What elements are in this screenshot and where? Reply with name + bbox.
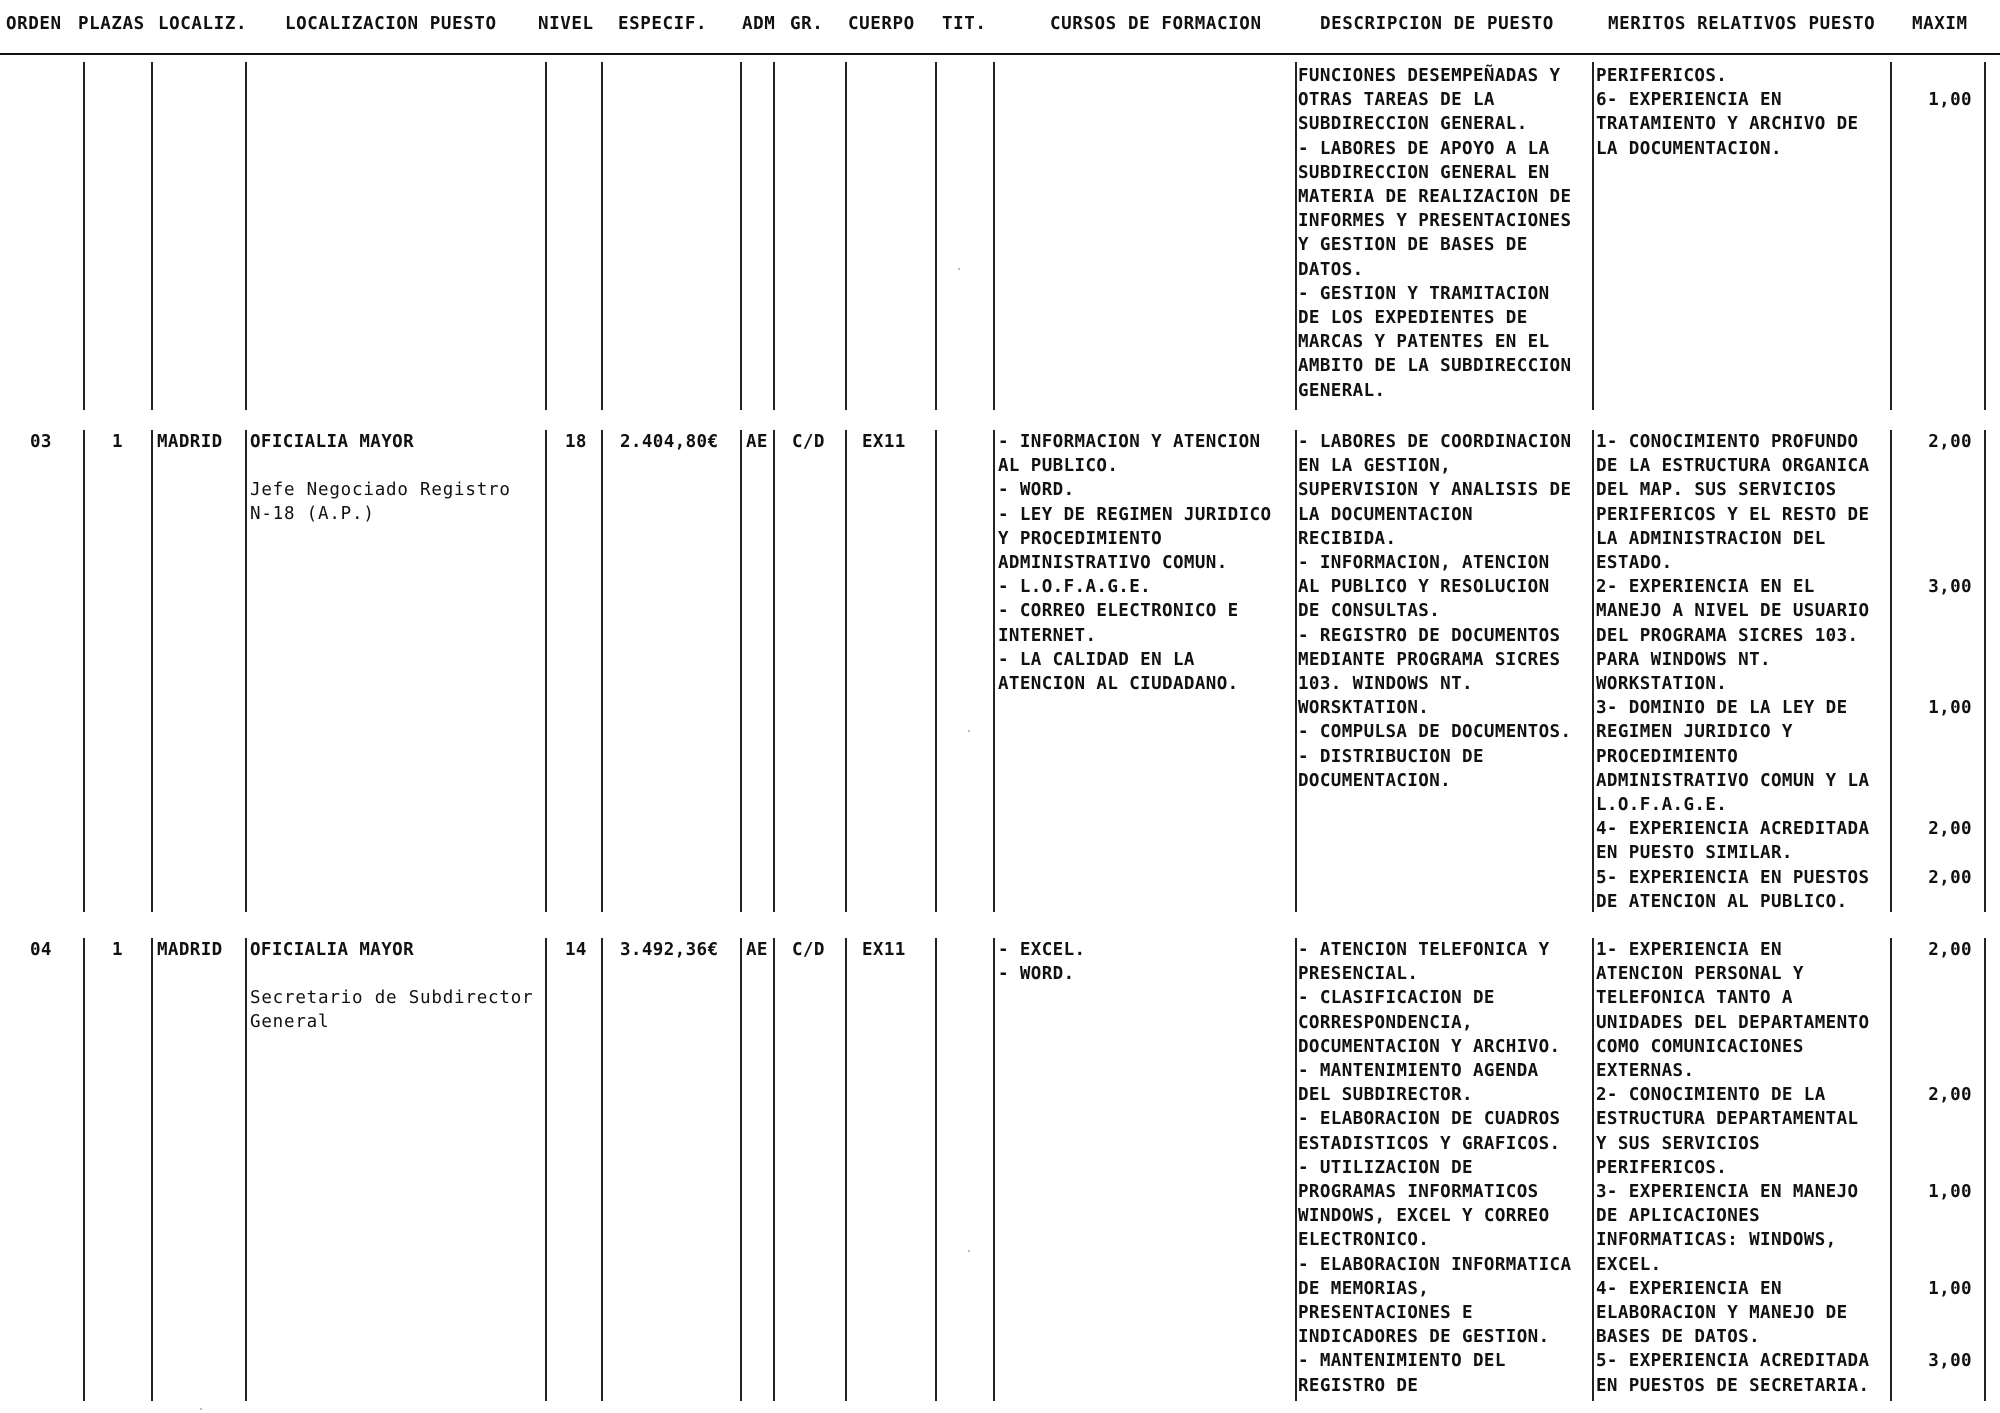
vline [845, 62, 847, 410]
column-header-localizacion-puesto: LOCALIZACION PUESTO [285, 14, 497, 34]
scan-speck [968, 730, 970, 732]
cuerpo-cell: EX11 [862, 432, 906, 452]
nivel-cell: 18 [565, 432, 587, 452]
vline [993, 62, 995, 410]
vline [1295, 430, 1297, 912]
descripcion-cell: - ATENCION TELEFONICA Y PRESENCIAL. - CLASIFICACION DE CORRESPONDENCIA, DOCUMENTACION Y ARCHIVO. - MANTENIMIENTO AGENDA DEL SUBDIRECTOR. - ELABORACION DE CUADROS ESTADISTICOS Y GRAFICOS. - UTILIZACION DE PROGRAMAS INFORMATICOS WINDOWS, EXCEL Y CORREO ELECTRONICO. - ELABORACION INFORMATICA DE MEMORIAS, PRESENTACIONES E INDICADORES DE GESTION. - MANTENIMIENTO DEL REGISTRO DE [1298, 940, 1572, 1396]
vline [245, 62, 247, 410]
vline [1984, 62, 1986, 410]
column-header-localiz: LOCALIZ. [158, 14, 248, 34]
vline [773, 938, 775, 1401]
column-header-orden: ORDEN [6, 14, 62, 34]
vline [545, 62, 547, 410]
vline [151, 938, 153, 1401]
vline [83, 938, 85, 1401]
maxim-cell: 1,00 [1928, 90, 1972, 111]
plazas-cell: 1 [112, 432, 123, 452]
meritos-cell: 1- EXPERIENCIA EN ATENCION PERSONAL Y TELEFONICA TANTO A UNIDADES DEL DEPARTAMENTO COMO COMUNICACIONES EXTERNAS. 2- CONOCIMIENTO DE LA ESTRUCTURA DEPARTAMENTAL Y SUS SERVICIOS PERIFERICOS. 3- EXPERIENCIA EN MANEJO DE APLICACIONES INFORMATICAS: WINDOWS, EXCEL. 4- EXPERIENCIA EN ELABORACION Y MANEJO DE BASES DE DATOS. 5- EXPERIENCIA ACREDITADA EN PUESTOS DE SECRETARIA. [1596, 940, 1870, 1396]
vline [1984, 938, 1986, 1401]
column-header-maxim: MAXIM [1912, 14, 1968, 34]
vline [773, 430, 775, 912]
column-header-meritos: MERITOS RELATIVOS PUESTO [1608, 14, 1876, 34]
vline [773, 62, 775, 410]
vline [601, 62, 603, 410]
vline [245, 430, 247, 912]
plazas-cell: 1 [112, 940, 123, 960]
vline [1295, 62, 1297, 410]
localiz-cell: MADRID [157, 940, 223, 960]
unidad-cell: OFICIALIA MAYOR [250, 432, 415, 452]
scan-speck [968, 1250, 970, 1252]
scan-speck [200, 1408, 202, 1410]
vline [1592, 430, 1594, 912]
vline [935, 62, 937, 410]
vline [545, 430, 547, 912]
column-header-nivel: NIVEL [538, 14, 594, 34]
descripcion-cell: - LABORES DE COORDINACION EN LA GESTION, SUPERVISION Y ANALISIS DE LA DOCUMENTACION RECIBIDA. - INFORMACION, ATENCION AL PUBLICO Y RESOLUCION DE CONSULTAS. - REGISTRO DE DOCUMENTOS MEDIANTE PROGRAMA SICRES 103. WINDOWS NT. WORSKTATION. - COMPULSA DE DOCUMENTOS. - DISTRIBUCION DE DOCUMENTACION. [1298, 432, 1572, 791]
vline [151, 430, 153, 912]
cuerpo-cell: EX11 [862, 940, 906, 960]
adm-cell: AE [746, 940, 768, 960]
puesto-cell: Jefe Negociado Registro N-18 (A.P.) [250, 480, 511, 525]
adm-cell: AE [746, 432, 768, 452]
column-header-descripcion: DESCRIPCION DE PUESTO [1320, 14, 1554, 34]
maxim-cell: 2,00 2,00 1,00 1,00 3,00 [1928, 940, 1972, 1372]
cursos-cell: - EXCEL. - WORD. [998, 940, 1086, 985]
cursos-cell: - INFORMACION Y ATENCION AL PUBLICO. - WORD. - LEY DE REGIMEN JURIDICO Y PROCEDIMIENTO ADMINISTRATIVO COMUN. - L.O.F.A.G.E. - CORREO ELECTRONICO E INTERNET. - LA CALIDAD EN LA ATENCION AL CIUDADANO. [998, 432, 1272, 695]
descripcion-cell: FUNCIONES DESEMPEÑADAS Y OTRAS TAREAS DE LA SUBDIRECCION GENERAL. - LABORES DE APOYO A LA SUBDIRECCION GENERAL EN MATERIA DE REALIZACION DE INFORMES Y PRESENTACIONES Y GESTION DE BASES DE DATOS. - GESTION Y TRAMITACION DE LOS EXPEDIENTES DE MARCAS Y PATENTES EN EL AMBITO DE LA SUBDIRECCION GENERAL. [1298, 66, 1572, 401]
vline [740, 938, 742, 1401]
vline [740, 62, 742, 410]
column-header-tit: TIT. [942, 14, 987, 34]
vline [1890, 62, 1892, 410]
vline [1984, 430, 1986, 912]
puesto-cell: Secretario de Subdirector General [250, 988, 534, 1033]
vline [935, 938, 937, 1401]
header-rule [0, 53, 2000, 55]
vline [83, 430, 85, 912]
vline [1592, 938, 1594, 1401]
column-header-plazas: PLAZAS [78, 14, 145, 34]
column-header-adm: ADM [742, 14, 776, 34]
vline [151, 62, 153, 410]
vline [845, 938, 847, 1401]
vline [83, 62, 85, 410]
scan-speck [958, 268, 960, 270]
vline [1592, 62, 1594, 410]
column-header-cursos: CURSOS DE FORMACION [1050, 14, 1262, 34]
vline [601, 430, 603, 912]
orden-cell: 04 [30, 940, 52, 960]
vline [993, 938, 995, 1401]
vline [545, 938, 547, 1401]
vline [993, 430, 995, 912]
especif-cell: 2.404,80€ [620, 432, 719, 452]
vline [601, 938, 603, 1401]
vline [845, 430, 847, 912]
localiz-cell: MADRID [157, 432, 223, 452]
vline [935, 430, 937, 912]
meritos-cell: PERIFERICOS. 6- EXPERIENCIA EN TRATAMIENTO Y ARCHIVO DE LA DOCUMENTACION. [1596, 66, 1859, 159]
column-header-cuerpo: CUERPO [848, 14, 915, 34]
especif-cell: 3.492,36€ [620, 940, 719, 960]
vline [245, 938, 247, 1401]
meritos-cell: 1- CONOCIMIENTO PROFUNDO DE LA ESTRUCTURA ORGANICA DEL MAP. SUS SERVICIOS PERIFERICOS Y EL RESTO DE LA ADMINISTRACION DEL ESTADO. 2- EXPERIENCIA EN EL MANEJO A NIVEL DE USUARIO DEL PROGRAMA SICRES 103. PARA WINDOWS NT. WORKSTATION. 3- DOMINIO DE LA LEY DE REGIMEN JURIDICO Y PROCEDIMIENTO ADMINISTRATIVO COMUN Y LA L.O.F.A.G.E. 4- EXPERIENCIA ACREDITADA EN PUESTO SIMILAR. 5- EXPERIENCIA EN PUESTOS DE ATENCION AL PUBLICO. [1596, 432, 1870, 912]
column-header-especif: ESPECIF. [618, 14, 708, 34]
maxim-cell: 2,00 3,00 1,00 2,00 2,00 [1928, 432, 1972, 888]
orden-cell: 03 [30, 432, 52, 452]
gr-cell: C/D [792, 940, 825, 960]
column-header-gr: GR. [790, 14, 824, 34]
vline [740, 430, 742, 912]
gr-cell: C/D [792, 432, 825, 452]
unidad-cell: OFICIALIA MAYOR [250, 940, 415, 960]
nivel-cell: 14 [565, 940, 587, 960]
vline [1295, 938, 1297, 1401]
